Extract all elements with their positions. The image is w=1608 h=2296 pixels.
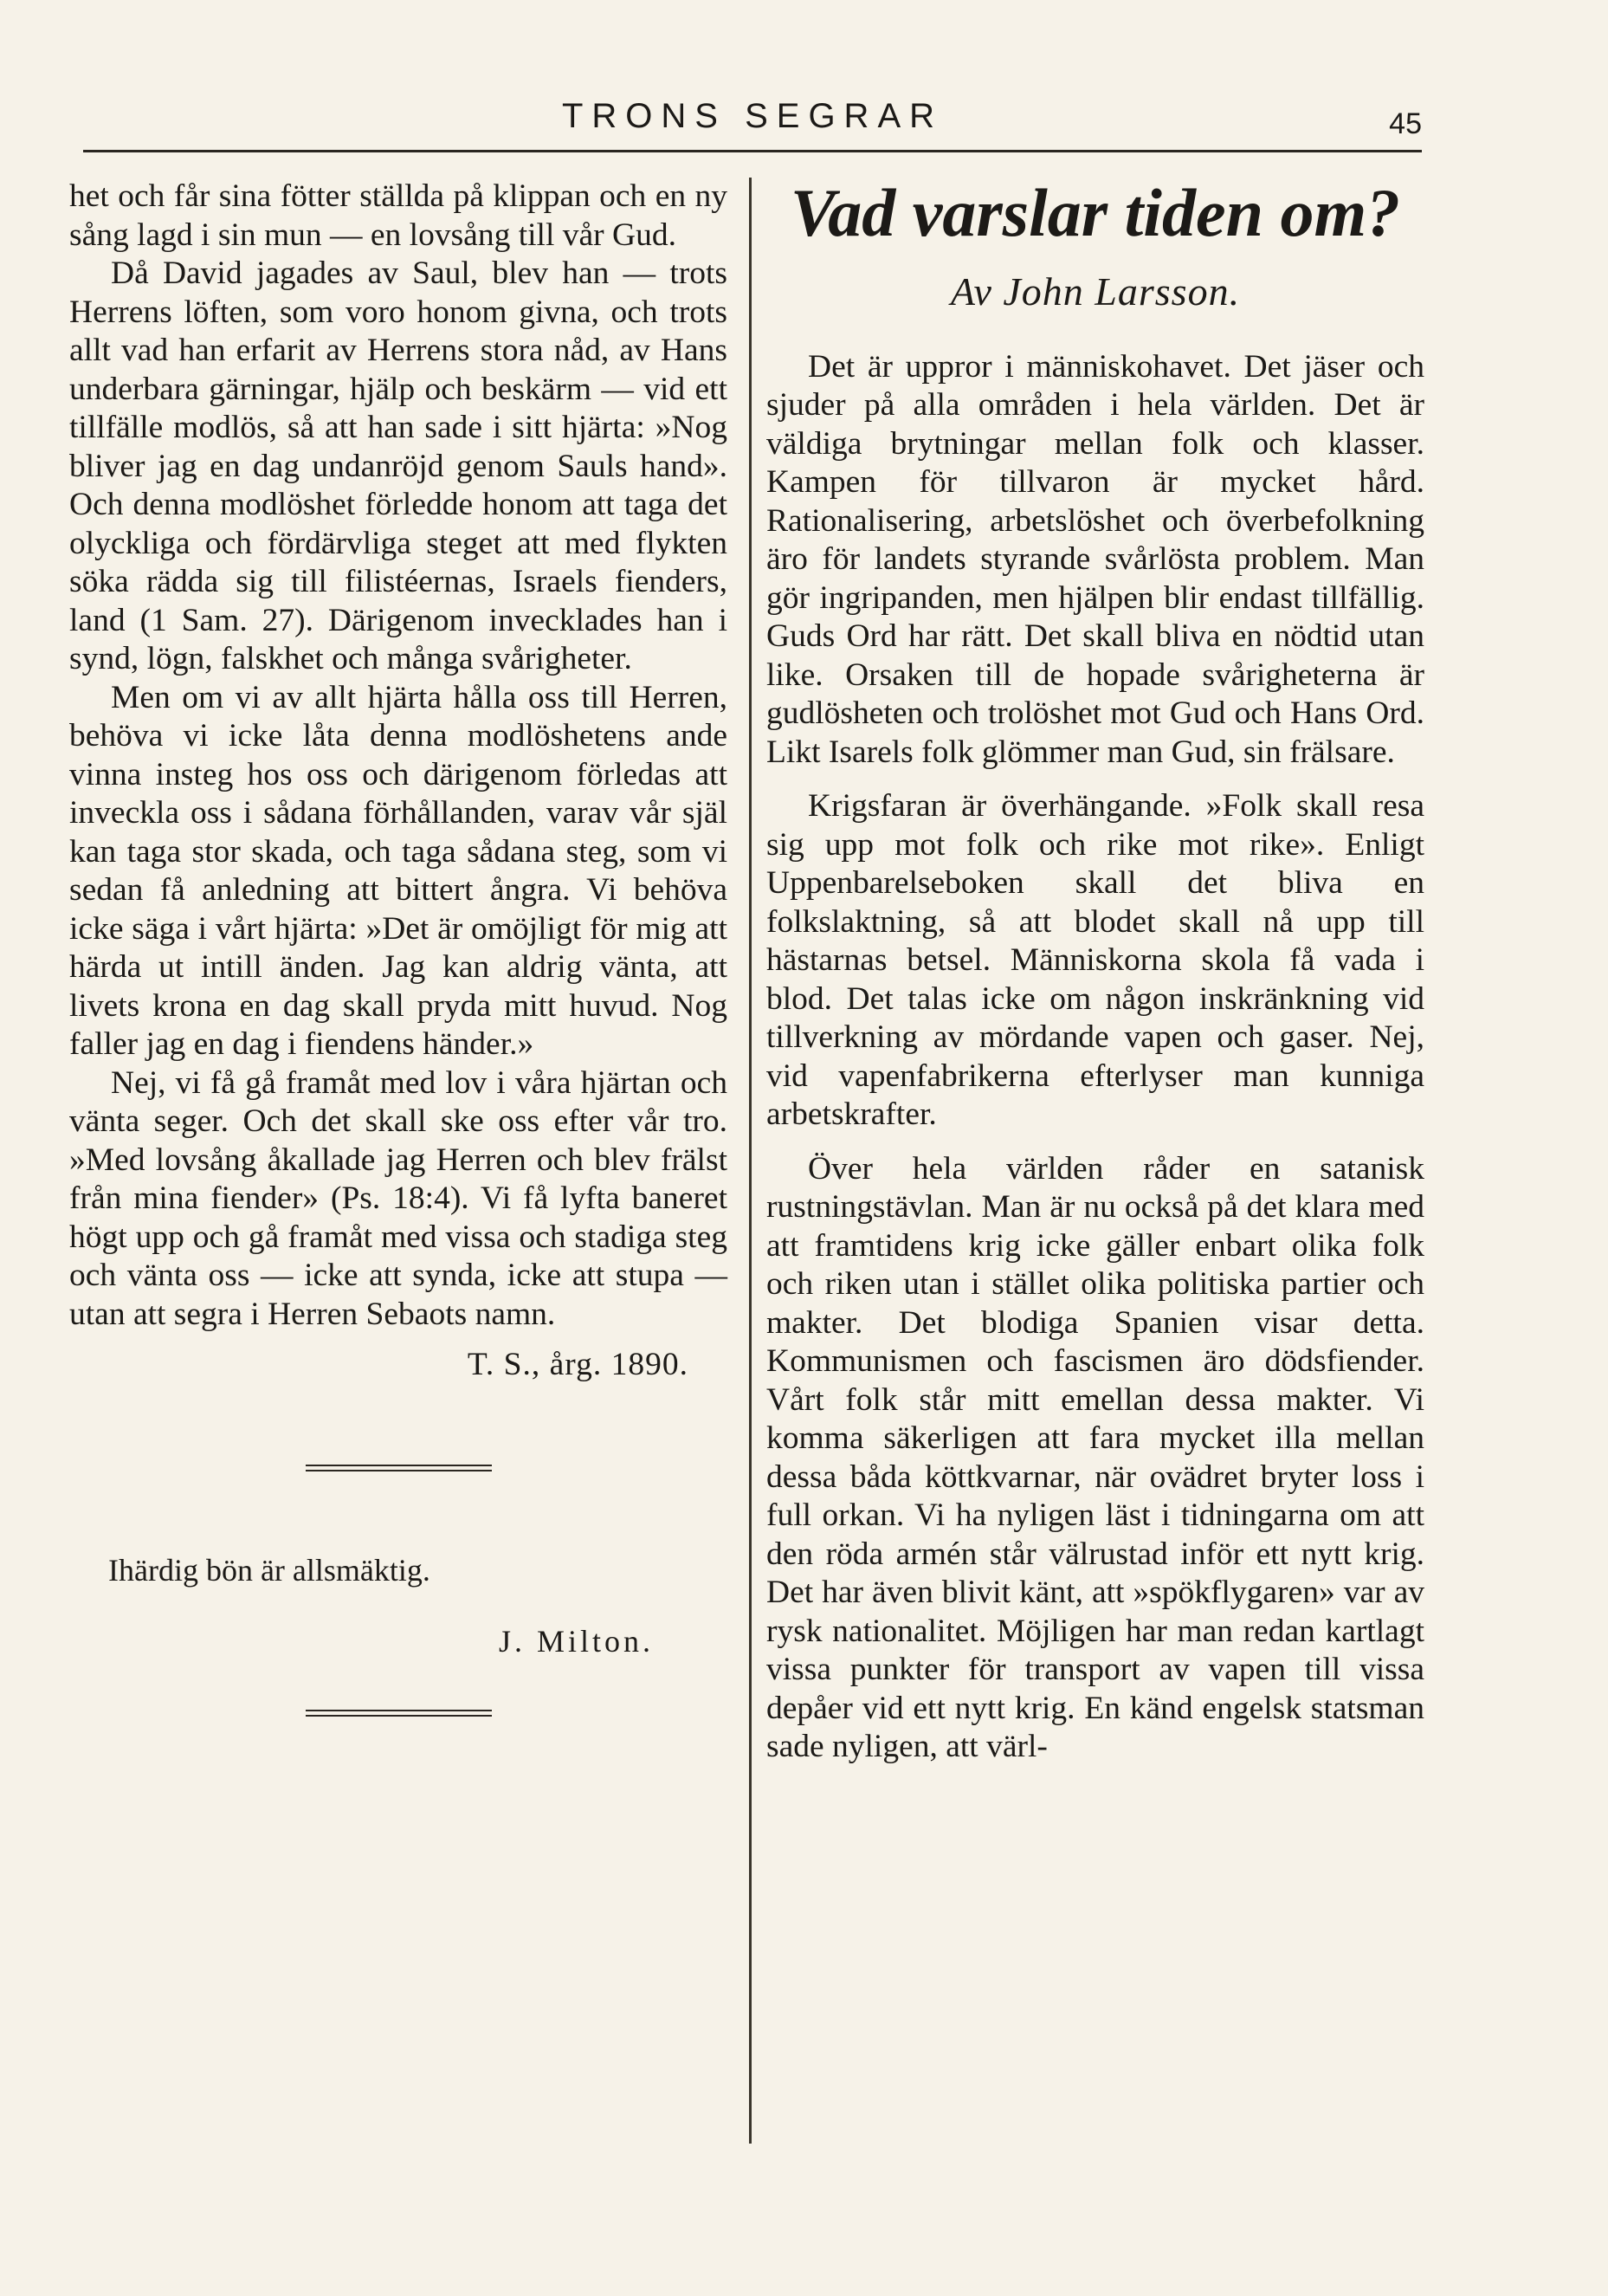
left-column	[69, 178, 727, 1717]
article-title: Vad varslar tiden om?	[790, 175, 1401, 250]
source-citation: T. S., årg. 1890.	[467, 1347, 688, 1382]
quote-text: Ihärdig bön är allsmäktig.	[108, 1552, 430, 1588]
quote-author: J. Milton.	[498, 1624, 654, 1659]
header-rule	[83, 150, 1422, 152]
page-header	[83, 97, 1422, 149]
right-paragraph: Över hela världen råder en satanisk rustningstävlan. Man är nu också på det klara med att framtidens krig icke gäller enbart olika folk och riken utan i stället olika politiska partier och makter. Det blodiga Spanien visar detta. Kommunismen och fascismen äro dödsfiender. Vårt folk står mitt emellan dessa makter. Vi komma säkerligen att fara mycket illa mellan dessa båda köttkvarnar, när ovädret bryter loss i full orkan. Vi ha nyligen läst i tidningarna om att den röda armén står välrustad inför ett nytt krig. Det har även blivit känt, att »spökflygaren» var av rysk nationalitet. Möjligen har man redan kartlagt vissa punkter för transport av vapen till vissa depåer vid ett nytt krig. En känd engelsk statsman sade nyligen, att värl-	[766, 1150, 1424, 1764]
column-divider	[749, 178, 752, 2144]
right-column	[766, 175, 1424, 1767]
running-title: TRONS SEGRAR	[561, 97, 944, 135]
page-number: 45	[1389, 107, 1422, 140]
section-divider	[306, 1465, 492, 1471]
left-paragraph: Nej, vi få gå framåt med lov i våra hjärtan och vänta seger. Och det skall ske oss efter vår tro. »Med lovsång åkallade jag Herren och blev frälst från mina fiender» (Ps. 18:4). Vi få lyfta baneret högt upp och gå framåt med vissa och stadiga steg och vänta oss — icke att synda, icke att stupa — utan att segra i Herren Sebaots namn.	[69, 1064, 727, 1332]
left-paragraph: Då David jagades av Saul, blev han — trots Herrens löften, som voro honom givna, och trots allt vad han erfarit av Herrens stora nåd, av Hans underbara gärningar, hjälp och beskärm — vid ett tillfälle modlös, så att han sade i sitt hjärta: »Nog bliver jag en dag undanröjd genom Sauls hand». Och denna modlöshet förledde honom att taga det olyckliga och fördärvliga steget att med flykten söka rädda sig till filistéernas, Israels fienders, land (1 Sam. 27). Därigenom invecklades han i synd, lögn, falskhet och många svårigheter.	[69, 255, 727, 676]
article-byline: Av John Larsson.	[950, 269, 1241, 314]
left-paragraph: het och får sina fötter ställda på klippan och en ny sång lagd i sin mun — en lovsång till vår Gud.	[69, 178, 727, 253]
section-divider	[306, 1710, 492, 1717]
right-paragraph: Det är uppror i människohavet. Det jäser och sjuder på alla områden i hela världen. Det är väldiga brytningar mellan folk och klasser. Kampen för tillvaron är mycket hård. Rationalisering, arbetslöshet och överbefolkning äro för landets styrande svårlösta problem. Man gör ingripanden, men hjälpen blir endast tillfällig. Guds Ord har rätt. Det skall bliva en nödtid utan like. Orsaken till de hopade svårigheterna är gudlösheten och trolöshet mot Gud och Hans Ord. Likt Isarels folk glömmer man Gud, sin frälsare.	[766, 348, 1424, 770]
right-paragraph: Krigsfaran är överhängande. »Folk skall resa sig upp mot folk och rike mot rike». Enligt Uppenbarelseboken skall det bliva en folkslaktning, så att blodet skall nå upp till hästarnas betsel. Människorna skola få vada i blod. Det talas icke om någon inskränkning vid tillverkning av mördande vapen och gaser. Nej, vid vapenfabrikerna efterlyser man kunniga arbetskrafter.	[766, 788, 1424, 1132]
left-paragraph: Men om vi av allt hjärta hålla oss till Herren, behöva vi icke låta denna modlöshetens ande vinna insteg hos oss och därigenom förledas att inveckla oss i sådana förhållanden, varav vår själ kan taga stor skada, och taga sådana steg, som vi sedan få anledning att bittert ångra. Vi behöva icke säga i vårt hjärta: »Det är omöjligt för mig att härda ut intill änden. Jag kan aldrig vänta, att livets krona en dag skall pryda mitt huvud. Nog faller jag en dag i fiendens händer.»	[69, 679, 727, 1062]
